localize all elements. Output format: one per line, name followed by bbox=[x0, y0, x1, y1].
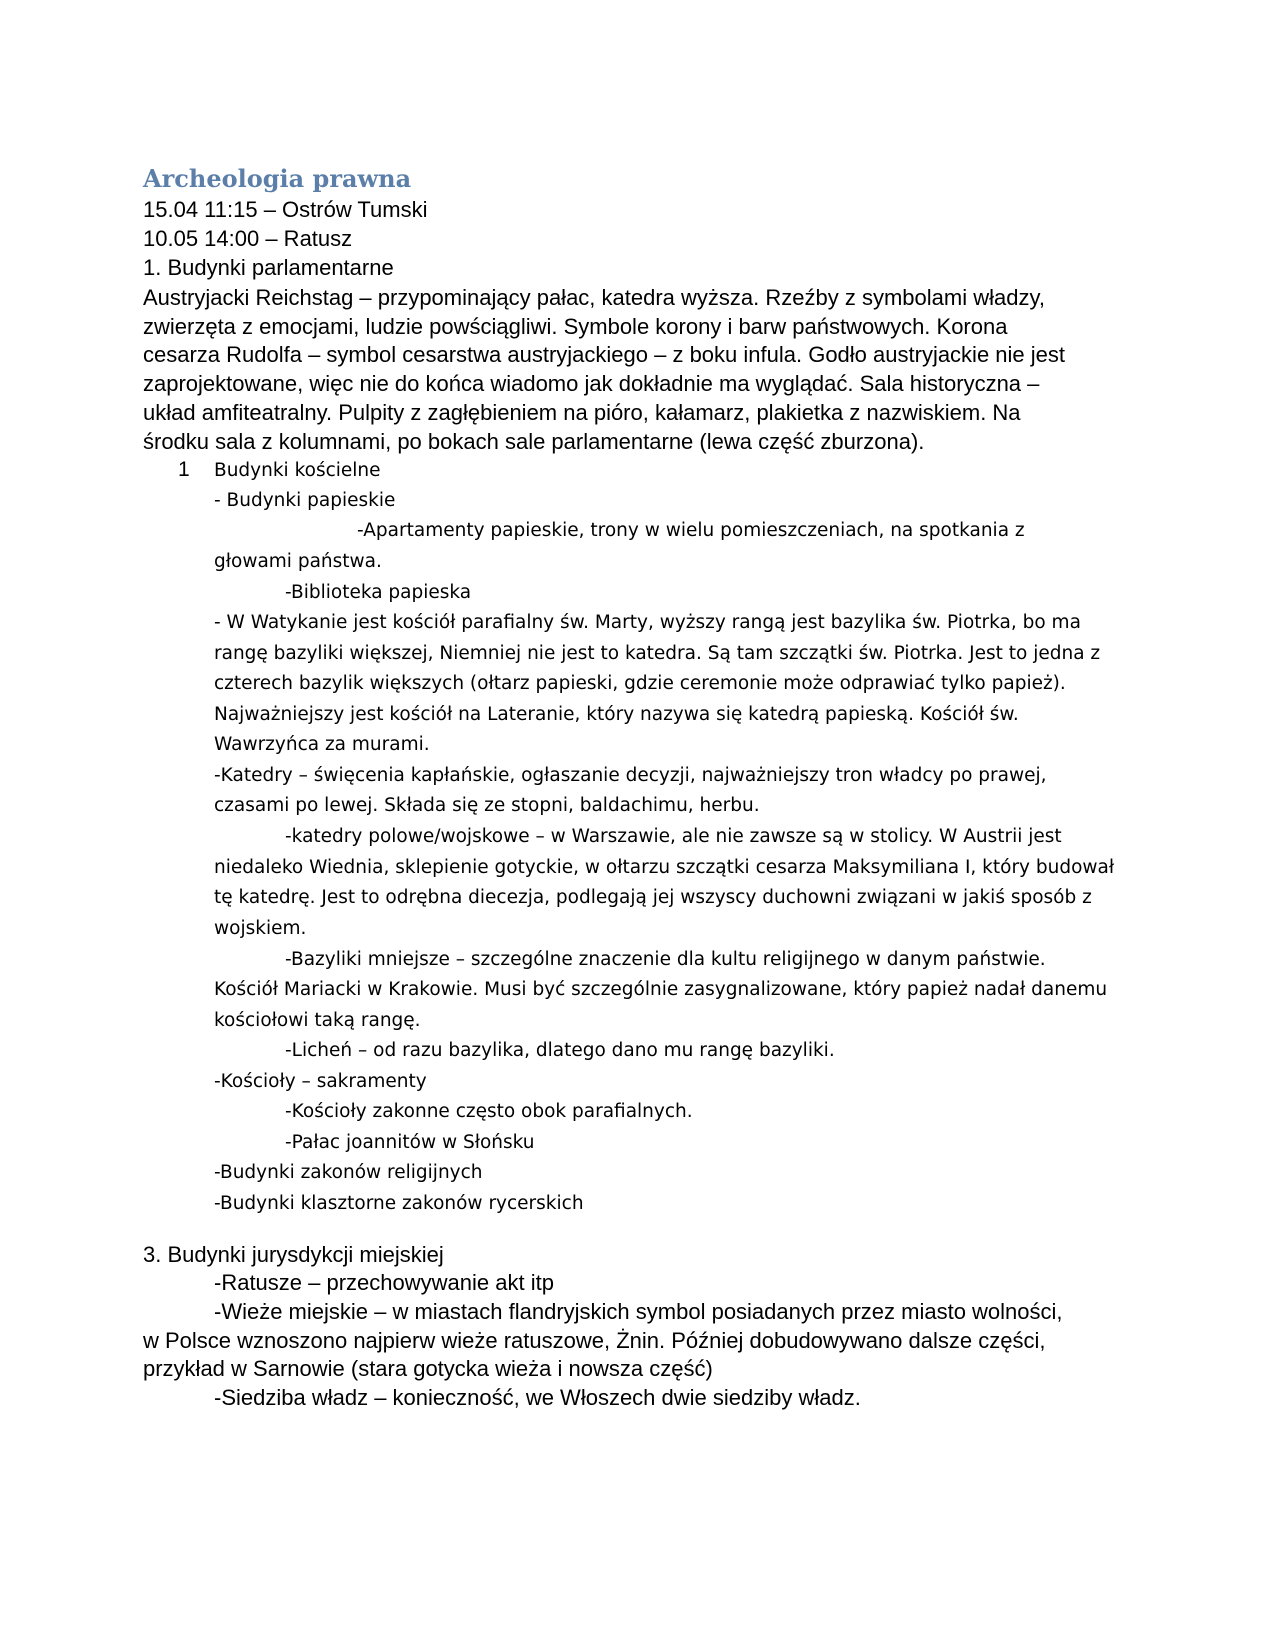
list-item: -Biblioteka papieska bbox=[285, 582, 472, 603]
section-heading: 3. Budynki jurysdykcji miejskiej bbox=[143, 1242, 444, 1267]
list-item: wojskiem. bbox=[214, 918, 307, 939]
list-item: -Budynki klasztorne zakonów rycerskich bbox=[214, 1193, 584, 1214]
paragraph-line: Austryjacki Reichstag – przypominający pałac, katedra wyższa. Rzeźby z symbolami władzy, bbox=[143, 285, 1045, 310]
list-item: -Apartamenty papieskie, trony w wielu pomieszczeniach, na spotkania z bbox=[357, 520, 1025, 541]
list-item: kościołowi taką rangę. bbox=[214, 1010, 421, 1031]
list-item: - Budynki papieskie bbox=[214, 490, 396, 511]
paragraph-line: środku sala z kolumnami, po bokach sale parlamentarne (lewa część zburzona). bbox=[143, 429, 925, 454]
list-item: - W Watykanie jest kościół parafialny św. Marty, wyższy rangą jest bazylika św. Piotrka, bo ma bbox=[214, 612, 1081, 633]
date-line: 10.05 14:00 – Ratusz bbox=[143, 226, 353, 251]
list-number: 1 bbox=[178, 458, 190, 481]
list-item: rangę bazyliki większej, Niemniej nie jest to katedra. Są tam szczątki św. Piotrka. Jest to jedna z bbox=[214, 643, 1101, 664]
list-item: -Katedry – święcenia kapłańskie, ogłaszanie decyzji, najważniejszy tron władcy po prawej, bbox=[214, 765, 1047, 786]
list-item: Kościół Mariacki w Krakowie. Musi być szczególnie zasygnalizowane, który papież nadał danemu bbox=[214, 979, 1108, 1000]
list-item: Wawrzyńca za murami. bbox=[214, 734, 430, 755]
list-item: -katedry polowe/wojskowe – w Warszawie, ale nie zawsze są w stolicy. W Austrii jest bbox=[285, 826, 1062, 847]
list-item: -Kościoły – sakramenty bbox=[214, 1071, 427, 1092]
page-title: Archeologia prawna bbox=[143, 164, 412, 193]
list-item: przykład w Sarnowie (stara gotycka wieża i nowsza część) bbox=[143, 1356, 713, 1381]
list-item: czterech bazylik większych (ołtarz papieski, gdzie ceremonie może odprawiać tylko papież). bbox=[214, 673, 1066, 694]
list-item: niedaleko Wiednia, sklepienie gotyckie, w ołtarzu szczątki cesarza Maksymiliana I, który budował bbox=[214, 857, 1115, 878]
list-item: -Kościoły zakonne często obok parafialnych. bbox=[285, 1101, 693, 1122]
list-item: -Wieże miejskie – w miastach flandryjskich symbol posiadanych przez miasto wolności, bbox=[214, 1299, 1063, 1324]
date-line: 15.04 11:15 – Ostrów Tumski bbox=[143, 197, 428, 222]
list-item: -Siedziba władz – konieczność, we Włoszech dwie siedziby władz. bbox=[214, 1385, 861, 1410]
list-item: -Budynki zakonów religijnych bbox=[214, 1162, 483, 1183]
list-item: -Ratusze – przechowywanie akt itp bbox=[214, 1270, 554, 1295]
section-heading: Budynki kościelne bbox=[214, 460, 381, 481]
list-item: -Licheń – od razu bazylika, dlatego dano mu rangę bazyliki. bbox=[285, 1040, 835, 1061]
paragraph-line: zaprojektowane, więc nie do końca wiadomo jak dokładnie ma wyglądać. Sala historyczna – bbox=[143, 371, 1040, 396]
section-heading: 1. Budynki parlamentarne bbox=[143, 255, 394, 280]
paragraph-line: zwierzęta z emocjami, ludzie powściągliwi. Symbole korony i barw państwowych. Korona bbox=[143, 314, 1008, 339]
list-item: -Pałac joannitów w Słońsku bbox=[285, 1132, 535, 1153]
paragraph-line: układ amfiteatralny. Pulpity z zagłębieniem na pióro, kałamarz, plakietka z nazwiskiem. Na bbox=[143, 400, 1021, 425]
list-item: tę katedrę. Jest to odrębna diecezja, podlegają jej wszyscy duchowni związani w jakiś sposób z bbox=[214, 887, 1092, 908]
list-item: w Polsce wznoszono najpierw wieże ratuszowe, Żnin. Później dobudowywano dalsze części, bbox=[143, 1328, 1046, 1353]
list-item: czasami po lewej. Składa się ze stopni, baldachimu, herbu. bbox=[214, 795, 760, 816]
list-item: Najważniejszy jest kościół na Lateranie, który nazywa się katedrą papieską. Kościół św. bbox=[214, 704, 1019, 725]
paragraph-line: cesarza Rudolfa – symbol cesarstwa austryjackiego – z boku infula. Godło austryjackie nie jest bbox=[143, 342, 1066, 367]
list-item: głowami państwa. bbox=[214, 551, 382, 572]
list-item: -Bazyliki mniejsze – szczególne znaczenie dla kultu religijnego w danym państwie. bbox=[285, 949, 1046, 970]
